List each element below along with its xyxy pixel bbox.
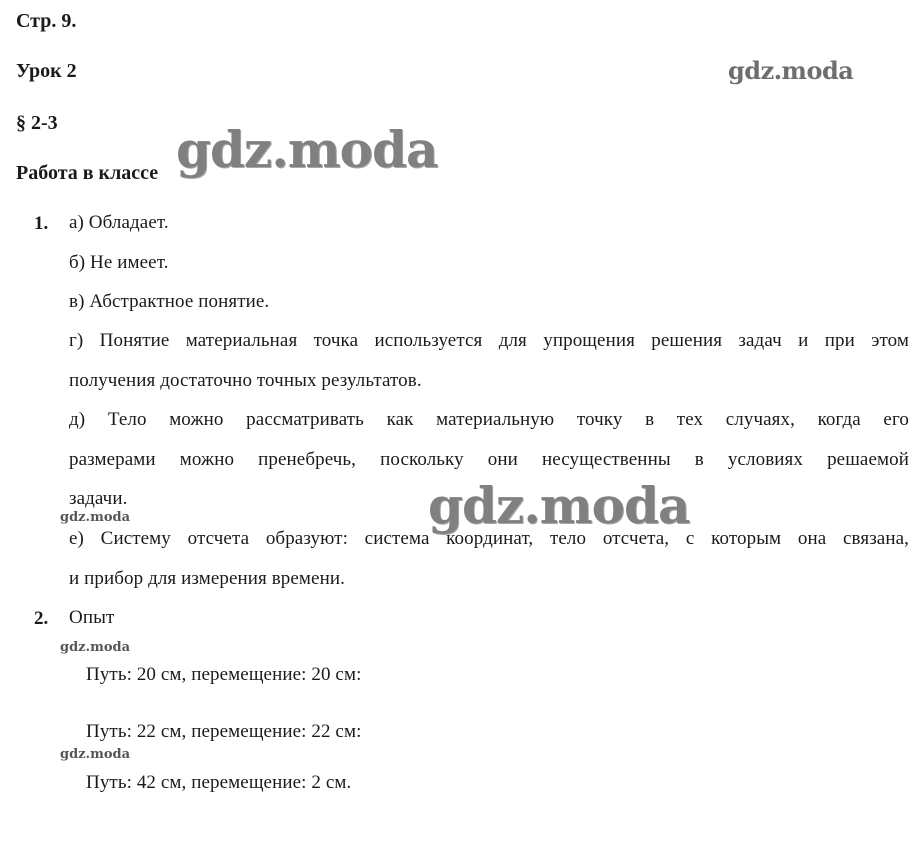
lesson-title: Урок 2 <box>16 60 77 82</box>
page-number: Стр. 9. <box>16 10 77 32</box>
watermark-small-2: gdz.moda <box>60 640 131 655</box>
section-title: § 2-3 <box>16 112 58 134</box>
task-2-title: Опыт <box>69 607 115 628</box>
watermark-small-3: gdz.moda <box>60 747 131 762</box>
task-2-line-3: Путь: 42 см, перемещение: 2 см. <box>86 772 352 793</box>
task-1-g-line-1: г) Понятие материальная точка используется для упрощения решения задач и при этом <box>69 330 909 351</box>
task-1-g-line-2: получения достаточно точных результатов. <box>69 370 422 391</box>
task-1-e-line-2: и прибор для измерения времени. <box>69 568 345 589</box>
task-1-d-line-3: задачи. <box>69 488 128 509</box>
task-2-line-1: Путь: 20 см, перемещение: 20 см: <box>86 664 362 685</box>
task-2-line-2: Путь: 22 см, перемещение: 22 см: <box>86 721 362 742</box>
watermark-top-right: gdz.moda <box>728 56 854 85</box>
watermark-small-1: gdz.moda <box>60 510 131 525</box>
task-2-number: 2. <box>34 608 49 629</box>
watermark-big-middle: gdz.moda <box>428 476 690 535</box>
task-1-v: в) Абстрактное понятие. <box>69 291 270 312</box>
task-1-e-line-1: е) Систему отсчета образуют: система координат, тело отсчета, с которым она связана, <box>69 528 909 549</box>
task-1-d-line-1: д) Тело можно рассматривать как материальную точку в тех случаях, когда его <box>69 409 909 430</box>
task-1-a: а) Обладает. <box>69 212 169 233</box>
watermark-big-top: gdz.moda <box>176 120 438 179</box>
task-1-number: 1. <box>34 213 49 234</box>
task-1-b: б) Не имеет. <box>69 252 169 273</box>
task-1-d-line-2: размерами можно пренебречь, поскольку они несущественны в условиях решаемой <box>69 449 909 470</box>
classwork-title: Работа в классе <box>16 162 159 184</box>
